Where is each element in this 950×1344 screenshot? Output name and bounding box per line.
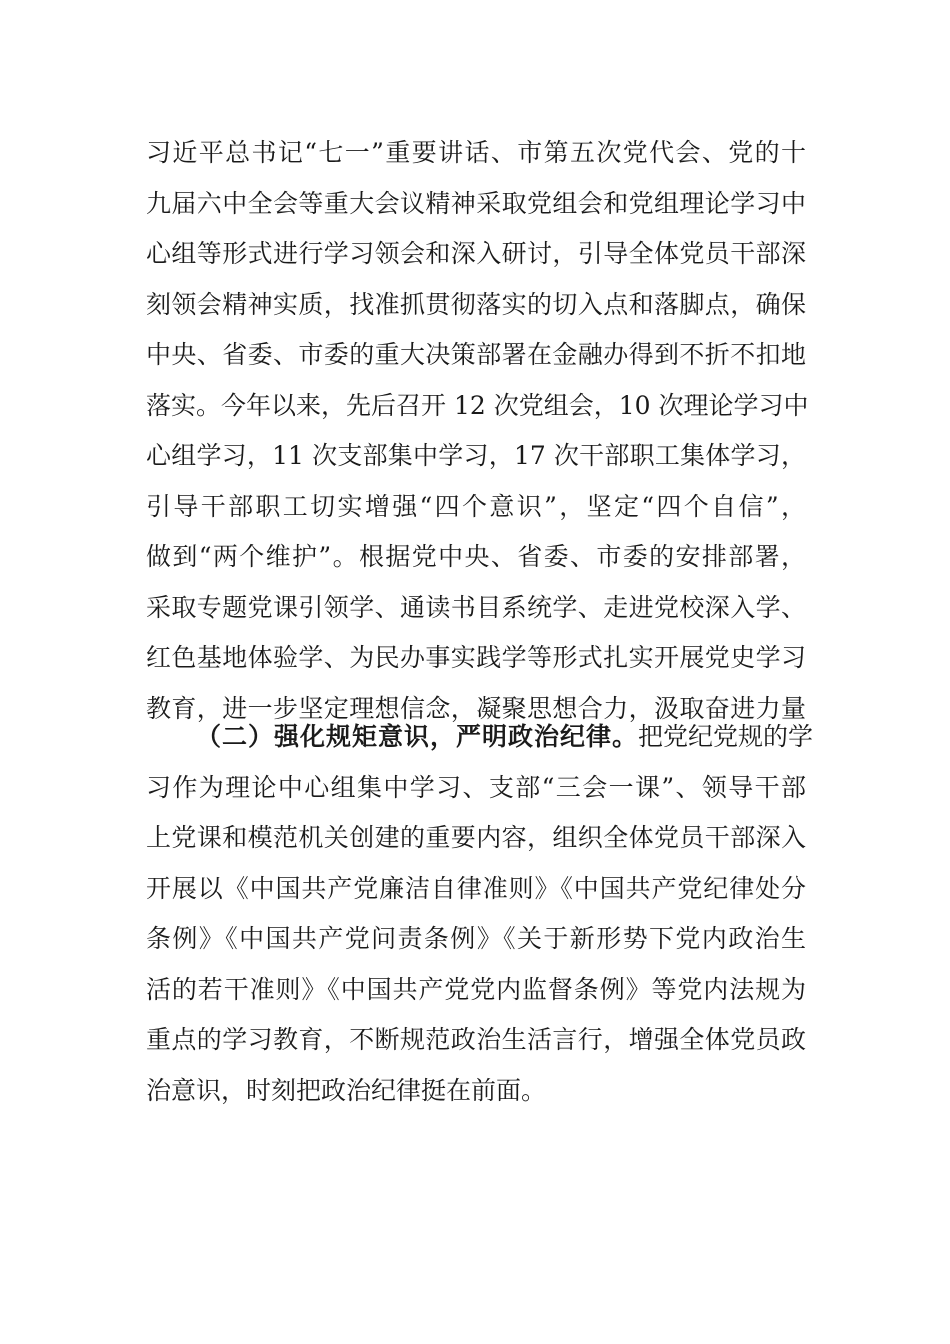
paragraph-party-study	[146, 128, 809, 734]
paragraph-line: 重点的学习教育，不断规范政治生活言行，增强全体党员政	[146, 1025, 806, 1054]
paragraph-line: 中央、省委、市委的重大决策部署在金融办得到不折不扣地	[146, 340, 806, 369]
paragraph-line: 九届六中全会等重大会议精神采取党组会和党组理论学习中	[146, 188, 806, 218]
paragraph-line: 上党课和模范机关创建的重要内容，组织全体党员干部深入	[146, 823, 806, 852]
paragraph-line: 落实。今年以来，先后召开 12 次党组会，10 次理论学习中	[146, 390, 809, 420]
paragraph-line: 习近平总书记“七一”重要讲话、市第五次党代会、党的十	[146, 138, 806, 167]
paragraph-line: 教育，进一步坚定理想信念，凝聚思想合力，汲取奋进力量	[146, 693, 806, 723]
section-heading: （二）强化规矩意识，严明政治纪律。	[196, 722, 639, 751]
paragraph-line: 刻领会精神实质，找准抓贯彻落实的切入点和落脚点，确保	[146, 289, 806, 319]
paragraph-discipline	[146, 712, 814, 1116]
paragraph-line: 引导干部职工切实增强“四个意识”，坚定“四个自信”，	[146, 491, 806, 521]
paragraph-line: 采取专题党课引领学、通读书目系统学、走进党校深入学、	[146, 592, 806, 622]
paragraph-line: 治意识，时刻把政治纪律挺在前面。	[146, 1075, 547, 1105]
paragraph-line: 心组学习，11 次支部集中学习，17 次干部职工集体学习，	[146, 441, 806, 470]
paragraph-line: 红色基地体验学、为民办事实践学等形式扎实开展党史学习	[146, 643, 806, 672]
paragraph-line: 心组等形式进行学习领会和深入研讨，引导全体党员干部深	[146, 239, 806, 268]
paragraph-line: 习作为理论中心组集中学习、支部“三会一课”、领导干部	[146, 772, 806, 802]
paragraph-line: 做到“两个维护”。根据党中央、省委、市委的安排部署，	[146, 542, 806, 571]
paragraph-line: 条例》《中国共产党问责条例》《关于新形势下党内政治生	[146, 924, 806, 953]
paragraph-first-line	[146, 712, 814, 763]
paragraph-first-line-text: 把党纪党规的学	[638, 722, 814, 751]
paragraph-line: 开展以《中国共产党廉洁自律准则》《中国共产党纪律处分	[146, 873, 806, 903]
paragraph-line: 活的若干准则》《中国共产党党内监督条例》等党内法规为	[146, 974, 806, 1004]
